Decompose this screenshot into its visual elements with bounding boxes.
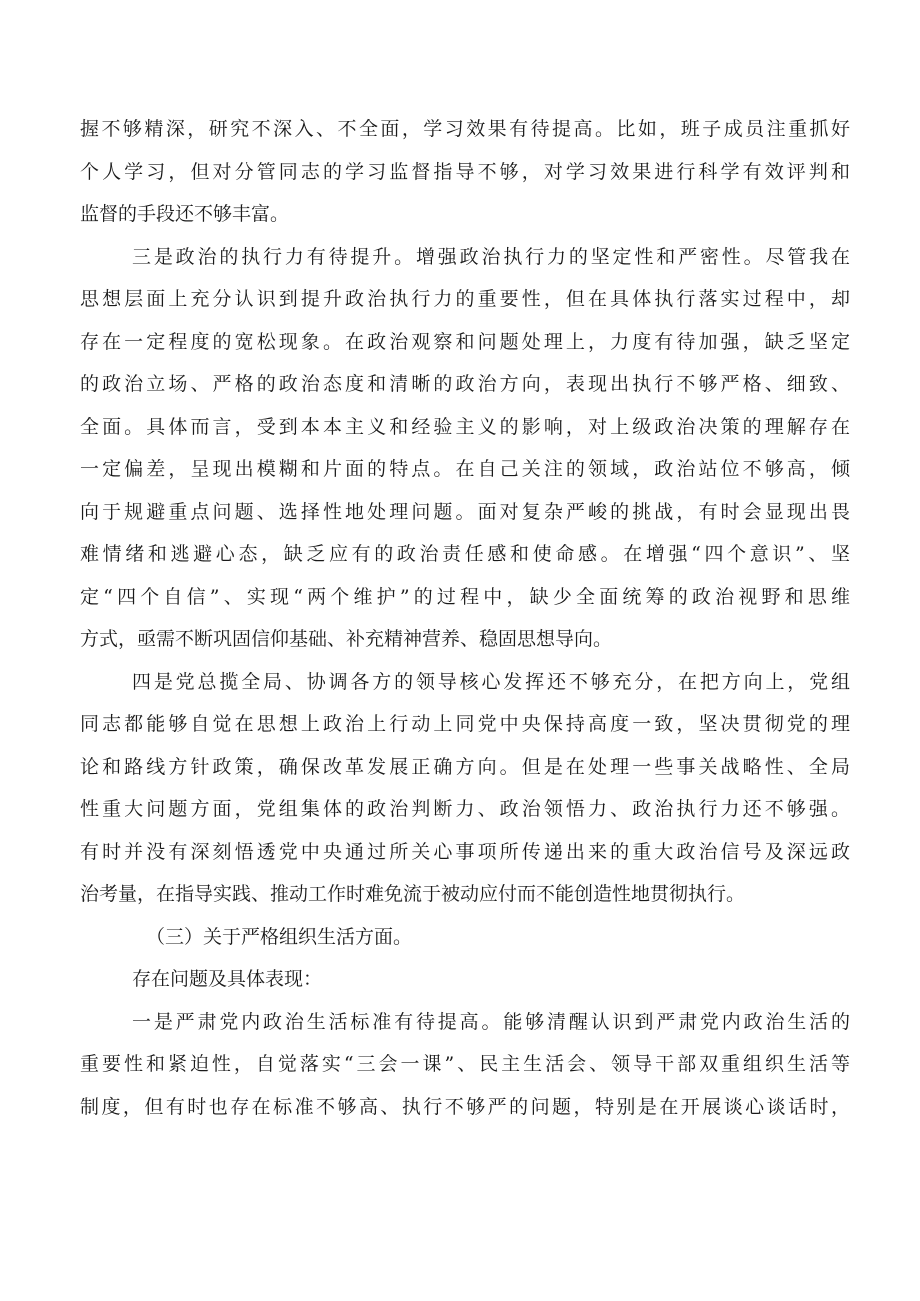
paragraph [80, 661, 850, 916]
text-line: 治考量，在指导实践、推动工作时难免流于被动应付而不能创造性地贯彻执行。 [80, 883, 746, 905]
text-line: 制度，但有时也存在标准不够高、执行不够严的问题，特别是在开展谈心谈话时， [80, 1095, 850, 1118]
document-body [80, 108, 850, 1128]
text-line: 同志都能够自觉在思想上政治上行动上同党中央保持高度一致，坚决贯彻党的理 [80, 713, 850, 735]
paragraph [80, 958, 850, 1001]
text-line: 论和路线方针政策，确保改革发展正确方向。但是在处理一些事关战略性、全局 [80, 755, 850, 778]
text-line: 存在问题及具体表现： [132, 968, 323, 990]
text-line: 方式，亟需不断巩固信仰基础、补充精神营养、稳固思想导向。 [80, 628, 613, 650]
text-line: （三）关于严格组织生活方面。 [146, 925, 413, 948]
text-line: 难情绪和逃避心态，缺乏应有的政治责任感和使命感。在增强“四个意识”、坚 [80, 543, 850, 565]
text-line: 定“四个自信”、实现“两个维护”的过程中，缺少全面统筹的政治视野和思维 [80, 585, 850, 608]
paragraph [80, 916, 850, 959]
text-line: 性重大问题方面，党组集体的政治判断力、政治领悟力、政治执行力还不够强。 [80, 798, 850, 820]
text-line: 全面。具体而言，受到本本主义和经验主义的影响，对上级政治决策的理解存在 [80, 415, 850, 438]
text-line: 一定偏差，呈现出模糊和片面的特点。在自己关注的领域，政治站位不够高，倾 [80, 458, 850, 480]
paragraph [80, 236, 850, 661]
text-line: 存在一定程度的宽松现象。在政治观察和问题处理上，力度有待加强，缺乏坚定 [80, 330, 850, 353]
text-line: 一是严肃党内政治生活标准有待提高。能够清醒认识到严肃党内政治生活的 [132, 1010, 850, 1033]
text-line: 握不够精深，研究不深入、不全面，学习效果有待提高。比如，班子成员注重抓好 [80, 118, 850, 140]
text-line: 思想层面上充分认识到提升政治执行力的重要性，但在具体执行落实过程中，却 [80, 288, 850, 310]
text-line: 向于规避重点问题、选择性地处理问题。面对复杂严峻的挑战，有时会显现出畏 [80, 500, 850, 523]
text-line: 重要性和紧迫性，自觉落实“三会一课”、民主生活会、领导干部双重组织生活等 [80, 1053, 850, 1075]
paragraph [80, 1001, 850, 1129]
text-line: 个人学习，但对分管同志的学习监督指导不够，对学习效果进行科学有效评判和 [80, 160, 850, 183]
text-line: 四是党总揽全局、协调各方的领导核心发挥还不够充分，在把方向上，党组 [132, 670, 850, 693]
text-line: 监督的手段还不够丰富。 [80, 203, 290, 225]
text-line: 有时并没有深刻悟透党中央通过所关心事项所传递出来的重大政治信号及深远政 [80, 840, 850, 863]
paragraph [80, 108, 850, 236]
text-line: 的政治立场、严格的政治态度和清晰的政治方向，表现出执行不够严格、细致、 [80, 373, 850, 395]
text-line: 三是政治的执行力有待提升。增强政治执行力的坚定性和严密性。尽管我在 [132, 245, 850, 268]
